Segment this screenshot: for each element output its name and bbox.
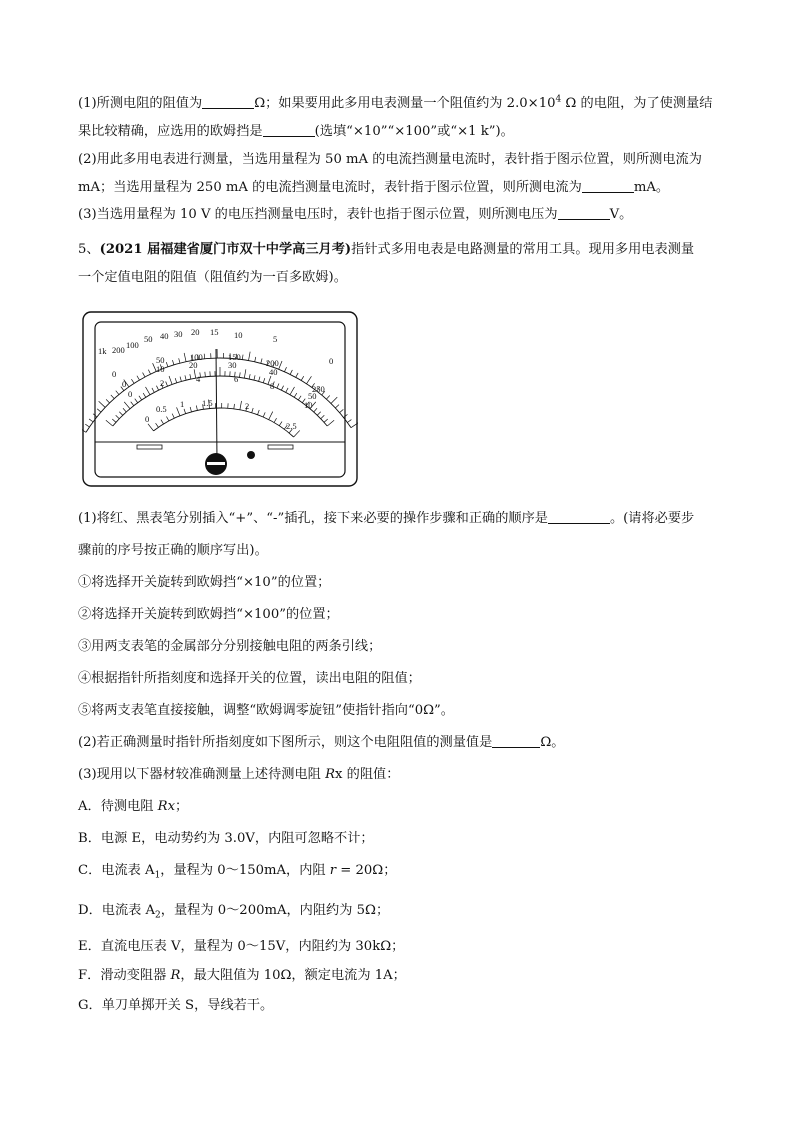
step-5: ⑤将两支表笔直接接触，调整“欧姆调零旋钮”使指针指向“0Ω”。 — [78, 703, 454, 718]
dc10-label-2: 2 — [160, 378, 165, 388]
q5-heading: 5、(2021 届福建省厦门市双十中学高三月考)指针式多用电表是电路测量的常用工具。现用多用电表测量 — [78, 242, 695, 257]
dc250-label-200: 200 — [266, 358, 279, 368]
ohm-label-20: 20 — [191, 327, 200, 337]
knob-slot-mark — [207, 462, 225, 465]
dc250-label-250: 250 — [312, 384, 325, 394]
dc250-label-150: 150 — [228, 352, 241, 362]
q5-part1-line-2: 骤前的序号按正确的顺序写出)。 — [78, 543, 268, 558]
terminal-dot — [247, 451, 255, 459]
q5-part3: (3)现用以下器材较准确测量上述待测电阻 Rx 的阻值： — [78, 767, 400, 782]
multimeter-figure — [82, 311, 358, 487]
option-e: E．直流电压表 V，量程为 0～15V，内阻约为 30kΩ； — [78, 939, 405, 954]
ohm-label-0: 0 — [329, 356, 334, 366]
dc250-label-100: 100 — [190, 352, 203, 362]
ohm-label-15: 15 — [210, 327, 219, 337]
answer-blank[interactable] — [263, 122, 315, 137]
dc250-label-0: 0 — [112, 369, 117, 379]
q4-line-1: (1)所测电阻的阻值为 Ω；如果要用此多用电表测量一个阻值约为 $2.0\times 10^4$ Ω 的电阻，为了使测量结 — [78, 94, 713, 111]
option-c: C．电流表 $A_1$，量程为 0～150mA，内阻 r = 20Ω； — [78, 863, 397, 881]
q4-line-5: (3)当选用量程为 10 V 的电压挡测量电压时，表针也指于图示位置，则所测电压为 V。 — [78, 207, 633, 222]
option-g: G．单刀单掷开关 S，导线若干。 — [78, 998, 274, 1013]
step-2: ②将选择开关旋转到欧姆挡“×100”的位置； — [78, 607, 339, 622]
answer-blank[interactable] — [548, 509, 610, 524]
answer-blank[interactable] — [582, 178, 634, 193]
q4-line-2: 果比较精确，应选用的欧姆挡是 (选填“×10”“×100”或“×1 k”)。 — [78, 124, 514, 139]
left-slot — [137, 445, 162, 449]
dc10-label-4: 4 — [196, 374, 201, 384]
dc10-label-0: 0 — [128, 389, 133, 399]
dc50-label-40: 40 — [269, 367, 278, 377]
dc50-label-30: 30 — [228, 360, 237, 370]
dc50-label-10: 10 — [156, 364, 165, 374]
inner-label-0: 0 — [145, 414, 150, 424]
dc10-label-8: 8 — [270, 381, 275, 391]
ohm-label-200: 200 — [112, 345, 125, 355]
dc50-label-50: 50 — [308, 391, 317, 401]
answer-blank[interactable] — [492, 733, 540, 748]
answer-blank[interactable] — [558, 205, 610, 220]
dc50-label-20: 20 — [189, 360, 198, 370]
q5-part2: (2)若正确测量时指针所指刻度如下图所示，则这个电阻阻值的测量值是 Ω。 — [78, 735, 565, 750]
inner-label-1.5: 1.5 — [202, 398, 213, 408]
right-slot — [268, 445, 293, 449]
inner-label-2.5: 2.5 — [286, 421, 297, 431]
inner-label-0.5: 0.5 — [156, 404, 167, 414]
ohm-label-5: 5 — [273, 334, 278, 344]
dc50-label-0: 0 — [122, 379, 127, 389]
q4-line-3: (2)用此多用电表进行测量，当选用量程为 50 mA 的电流挡测量电流时，表针指于图示位置，则所测电流为 — [78, 152, 702, 167]
dc10-label-10: 10 — [304, 400, 313, 410]
step-1: ①将选择开关旋转到欧姆挡“×10”的位置； — [78, 575, 331, 590]
dc250-label-50: 50 — [156, 355, 165, 365]
step-3: ③用两支表笔的金属部分分别接触电阻的两条引线； — [78, 639, 382, 654]
q5-heading-line-2: 一个定值电阻的阻值（阻值约为一百多欧姆)。 — [78, 270, 347, 285]
option-b: B．电源 E，电动势约为 3.0V，内阻可忽略不计； — [78, 831, 374, 846]
ohm-label-1k: 1k — [98, 346, 107, 356]
step-4: ④根据指针所指刻度和选择开关的位置，读出电阻的阻值； — [78, 671, 421, 686]
option-a: A．待测电阻 Rx； — [78, 799, 189, 814]
answer-blank[interactable] — [202, 94, 254, 109]
option-f: F．滑动变阻器 R，最大阻值为 10Ω，额定电流为 1A； — [78, 968, 406, 983]
inner-label-1: 1 — [180, 399, 185, 409]
ohm-label-40: 40 — [160, 331, 169, 341]
q5-part1-line-1: (1)将红、黑表笔分别插入“+”、“-”插孔，接下来必要的操作步骤和正确的顺序是 。(请将必要步 — [78, 511, 695, 526]
option-d: D．电流表 $A_2$，量程为 0～200mA，内阻约为 5Ω； — [78, 903, 390, 921]
ohm-label-50: 50 — [144, 334, 153, 344]
dc10-label-6: 6 — [234, 374, 239, 384]
q4-line-4: mA；当选用量程为 250 mA 的电流挡测量电流时，表针指于图示位置，则所测电流为 mA。 — [78, 180, 670, 195]
ohm-label-30: 30 — [174, 329, 183, 339]
ohm-label-100: 100 — [126, 340, 139, 350]
ohm-label-10: 10 — [234, 330, 243, 340]
inner-label-2: 2 — [245, 401, 250, 411]
